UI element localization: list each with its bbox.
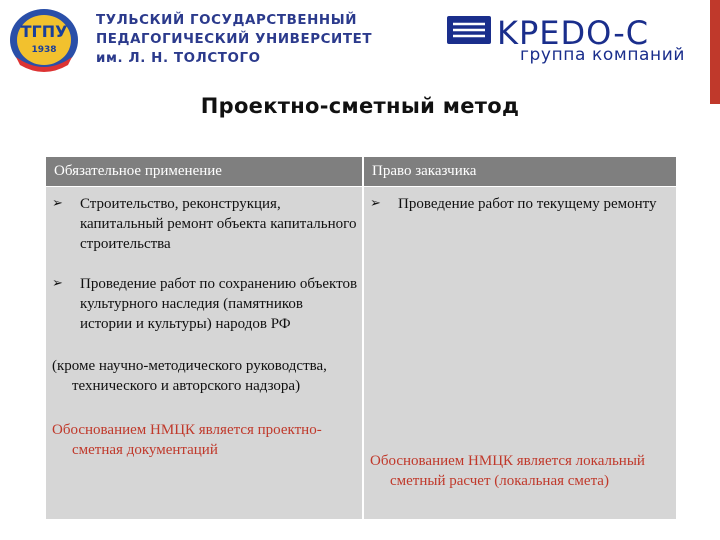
left-item-2-text: Проведение работ по сохранению объектов культурного наследия (памятников истории и культуры) народов РФ [80, 276, 358, 332]
partner-logo-text: KPEDO-C [497, 16, 650, 52]
right-basis-cell [364, 451, 664, 491]
header-customer-right: Право заказчика [372, 163, 477, 179]
left-note: (кроме научно-методического руководства, технического и авторского надзора) [52, 358, 327, 394]
partner-logo-subtitle: группа компаний [520, 45, 686, 65]
left-item-1-text: Строительство, реконструкция, капитальный ремонт объекта капитального строительства [80, 196, 357, 252]
table-body [46, 187, 676, 519]
accent-bar [710, 0, 720, 104]
left-item-2 [52, 274, 358, 334]
table-header-row [46, 157, 676, 186]
university-name [96, 11, 372, 68]
comparison-table [46, 157, 676, 519]
university-logo-text: ТГПУ [20, 22, 68, 41]
right-item-1 [370, 194, 672, 214]
right-cell [364, 194, 672, 214]
university-name-line-2: ПЕДАГОГИЧЕСКИЙ УНИВЕРСИТЕТ [96, 32, 373, 47]
university-name-line-3: им. Л. Н. ТОЛСТОГО [96, 51, 261, 66]
right-basis: Обоснованием НМЦК является локальный сметный расчет (локальная смета) [370, 453, 645, 489]
arrow-bullet-icon: ➢ [52, 196, 63, 211]
header-mandatory: Обязательное применение [54, 163, 222, 179]
left-item-1 [52, 194, 358, 254]
left-basis: Обоснованием НМЦК является проектно-сметная документаций [52, 422, 322, 458]
slide-header [0, 0, 710, 78]
slide-title: Проектно-сметный метод [200, 94, 520, 118]
column-divider [362, 157, 364, 519]
arrow-bullet-icon: ➢ [52, 276, 63, 291]
arrow-bullet-icon: ➢ [370, 196, 381, 211]
university-name-line-1: ТУЛЬСКИЙ ГОСУДАРСТВЕННЫЙ [96, 13, 358, 28]
right-item-1-text: Проведение работ по текущему ремонту [398, 196, 657, 212]
left-cell [46, 194, 358, 460]
university-logo-year: 1938 [31, 45, 57, 55]
university-logo [8, 7, 80, 73]
